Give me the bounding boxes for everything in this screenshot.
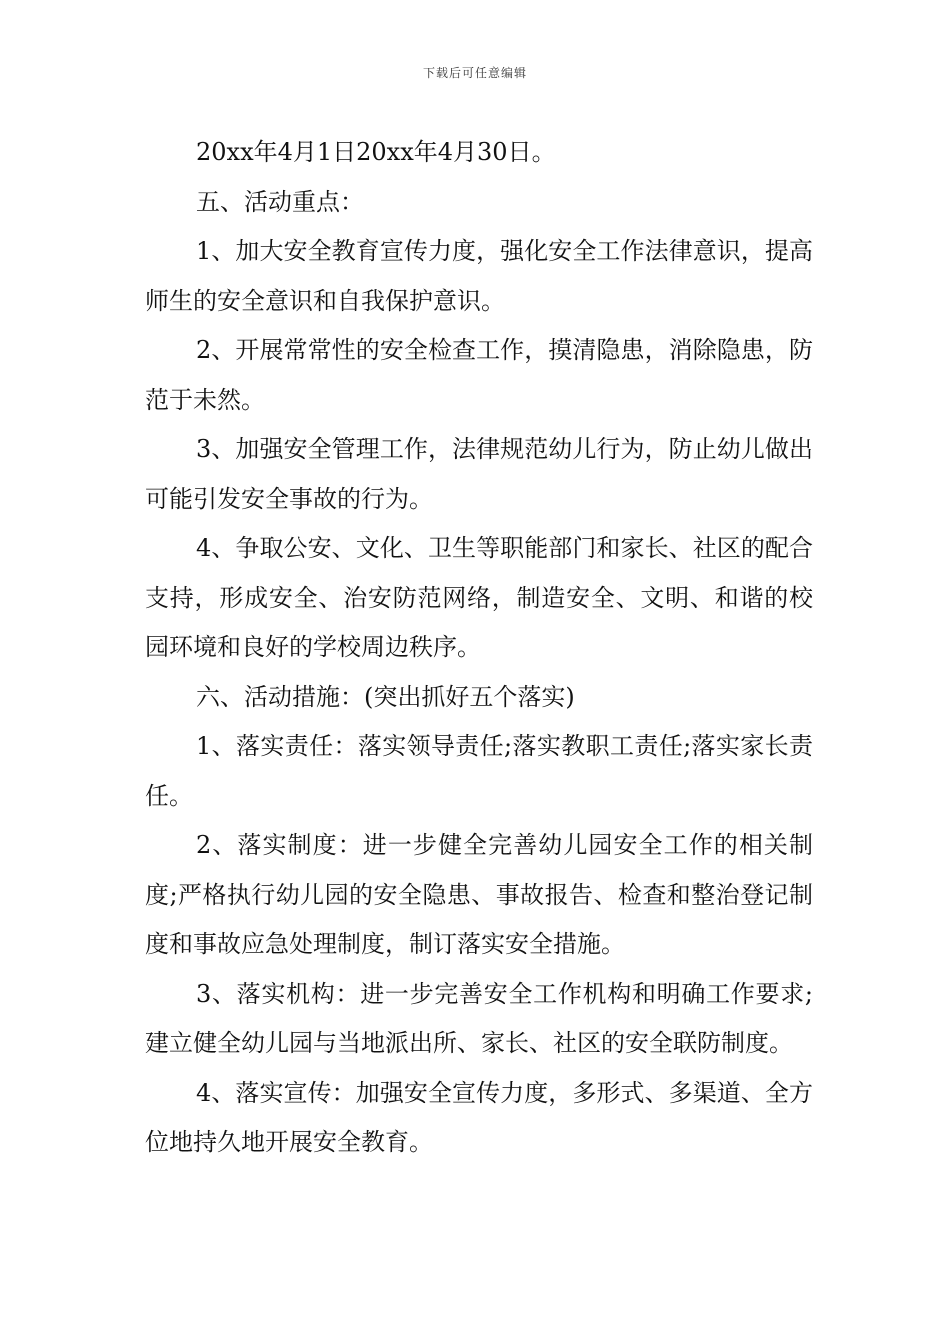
paragraph-measure-3: 3、落实机构：进一步完善安全工作机构和明确工作要求;建立健全幼儿园与当地派出所、家长、社区的安全联防制度。 <box>145 979 813 1057</box>
paragraph-focus-1: 1、加大安全教育宣传力度，强化安全工作法律意识，提高师生的安全意识和自我保护意识。 <box>145 237 813 315</box>
paragraph-focus-4: 4、争取公安、文化、卫生等职能部门和家长、社区的配合支持，形成安全、治安防范网络，制造安全、文明、和谐的校园环境和良好的学校周边秩序。 <box>145 534 813 661</box>
document-body <box>145 128 813 1168</box>
paragraph-date-range: 20xx年4月1日20xx年4月30日。 <box>196 138 556 166</box>
paragraph-measure-1: 1、落实责任：落实领导责任;落实教职工责任;落实家长责任。 <box>145 732 813 810</box>
paragraph-measure-4: 4、落实宣传：加强安全宣传力度，多形式、多渠道、全方位地持久地开展安全教育。 <box>145 1078 813 1156</box>
page-header: 下载后可任意编辑 <box>422 66 527 80</box>
paragraph-measure-2: 2、落实制度：进一步健全完善幼儿园安全工作的相关制度;严格执行幼儿园的安全隐患、事故报告、检查和整治登记制度和事故应急处理制度，制订落实安全措施。 <box>145 831 813 958</box>
section-heading-activity-measures: 六、活动措施：(突出抓好五个落实) <box>196 682 575 711</box>
paragraph-focus-2: 2、开展常常性的安全检查工作，摸清隐患，消除隐患，防范于未然。 <box>145 336 813 414</box>
section-heading-activity-focus: 五、活动重点： <box>196 187 364 216</box>
paragraph-focus-3: 3、加强安全管理工作，法律规范幼儿行为，防止幼儿做出可能引发安全事故的行为。 <box>145 435 813 513</box>
